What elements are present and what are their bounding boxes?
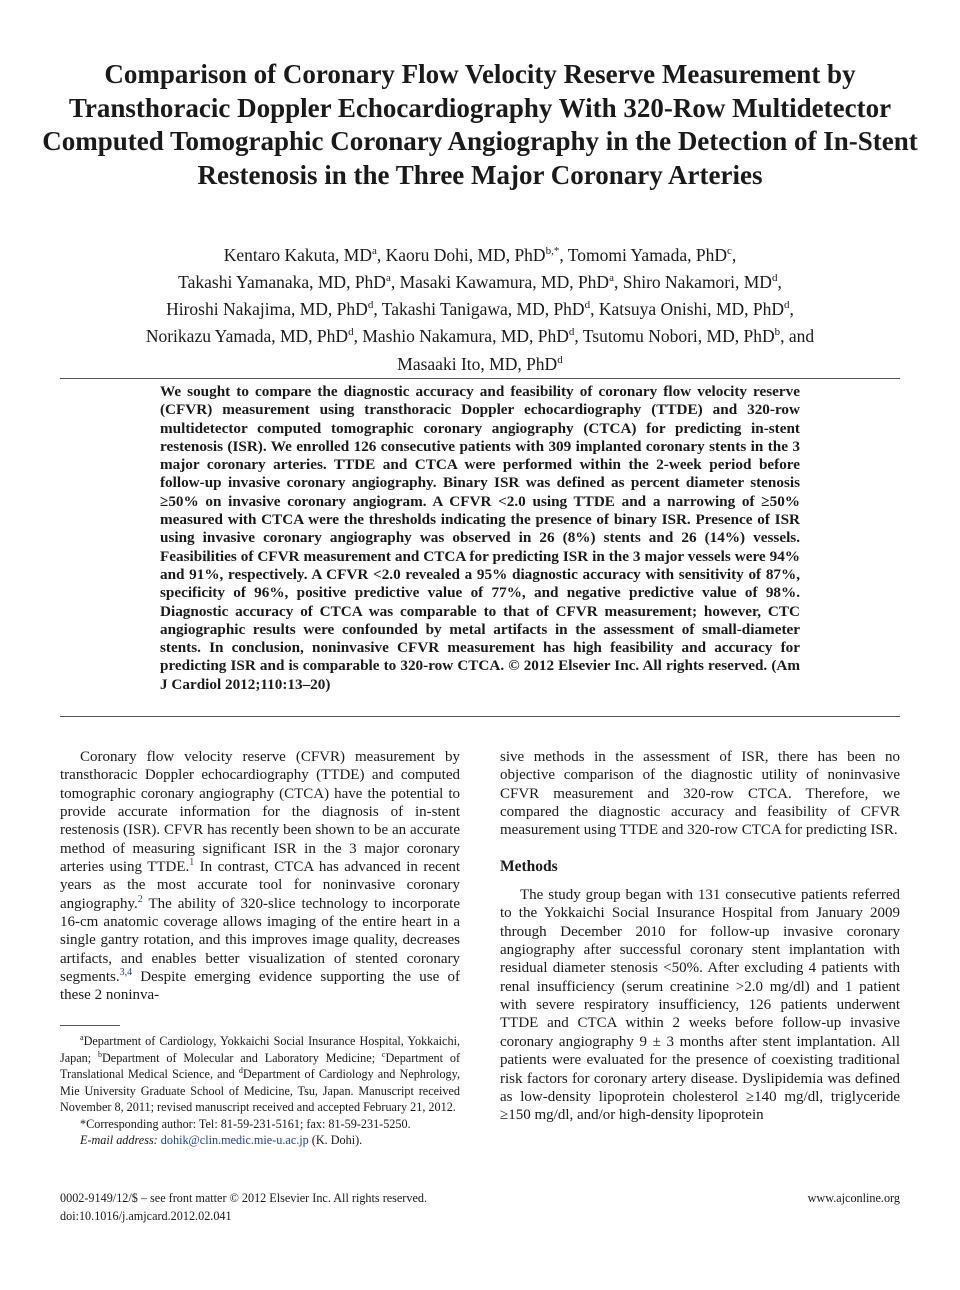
abstract-top-rule <box>60 378 900 379</box>
author-affiliation-mark: a <box>372 245 377 257</box>
left-column <box>60 748 460 1005</box>
author-name: Takashi Tanigawa, MD, PhD <box>381 299 585 320</box>
corresponding-author: *Corresponding author: Tel: 81-59-231-5161; fax: 81-59-231-5250. <box>80 1116 411 1131</box>
issn-line: 0002-9149/12/$ – see front matter © 2012 Elsevier Inc. All rights reserved. <box>60 1191 428 1205</box>
author-name: Mashio Nakamura, MD, PhD <box>362 326 569 347</box>
author-affiliation-mark: c <box>726 245 732 257</box>
author-name: Masaaki Ito, MD, PhD <box>397 353 558 374</box>
author-list: Kentaro Kakuta, $MD^a$, Kaoru Dohi, MD, PhD$^{b,*}$, Tomomi Yamada, PhD$^c$, Takashi Yamanaka, MD, PhD$^a$, Masaki Kawamura, MD, PhD$^a$, Shiro Nakamori, $MD^d$, Hiroshi Nakajima, MD, PhD$^d$, Takashi Tanigawa, MD, PhD$^d$, Katsuya Onishi, MD, PhD$^d$, Norikazu Yamada, MD, PhD$^d$, Mashio Nakamura, MD, PhD$^d$, Tsutomu Nobori, MD, PhD$^b$, and Masaaki Ito, MD, PhD$^d$ <box>145 244 815 374</box>
author-affiliation-mark: a <box>385 272 391 285</box>
section-heading-methods: Methods <box>500 857 558 875</box>
email-line: E-mail address: dohik@clin.medic.mie-u.ac.jp (K. Dohi). <box>80 1133 363 1147</box>
article-title: Comparison of Coronary Flow Velocity Reserve Measurement by Transthoracic Doppler Echocardiography With 320-Row Multidetector Computed Tomographic Coronary Angiography in the Detection of In-Stent Restenosis in the Three Major Coronary Arteries <box>42 59 918 190</box>
author-name: Kentaro Kakuta, MD <box>223 244 372 265</box>
author-affiliation-mark: b,* <box>545 245 560 257</box>
author-affiliation-mark: b <box>774 326 781 339</box>
author-name: Katsuya Onishi, MD, PhD <box>598 299 785 320</box>
intro-paragraph: Coronary flow velocity reserve (CFVR) measurement by transthoracic Doppler echocardiography (TTDE) and computed tomographic coronary angiography (CTCA) have the potential to provide accurate information for the diagnosis of in-stent restenosis (ISR). CFVR has recently been shown to be an accurate method of measuring significant ISR in the 3 major coronary arteries using TTDE.$^1$ In contrast, CTCA has advanced in recent years as the most accurate tool for noninvasive coronary angiography.$^2$ The ability of 320-slice technology to incorporate 16-cm anatomic coverage allows imaging of the entire heart in a single gantry rotation, and this improves image quality, decreases artifacts, and enables better visualization of stented coronary segments.$^{3,4}$ Despite emerging evidence supporting the use of these 2 noninva- <box>60 749 460 1004</box>
author-affiliation-mark: a <box>609 272 614 285</box>
author-name: Tomomi Yamada, PhD <box>567 244 727 265</box>
methods-paragraph: The study group began with 131 consecutive patients referred to the Yokkaichi Social Insurance Hospital from January 2009 through December 2010 for follow-up invasive coronary angiography after successful coronary stent implantation with residual diameter stenosis <50%. After excluding 4 patients with renal insufficiency (serum creatinine >2.0 mg/dl) and 1 patient with severe respiratory insufficiency, 126 patients underwent TTDE and CTCA within 2 weeks before follow-up invasive coronary angiography 9 ± 3 months after stent implantation. All patients were evaluated for the presence of coexisting traditional risk factors for coronary artery disease. Dyslipidemia was defined as low-density lipoprotein cholesterol ≥140 mg/dl, triglyceride ≥150 mg/dl, and/or high-density lipoprotein <box>500 887 900 1124</box>
footer-left <box>60 1190 427 1225</box>
author-affiliation-mark: d <box>584 299 591 312</box>
email-link[interactable]: dohik@clin.medic.mie-u.ac.jp <box>160 1133 309 1147</box>
author-affiliation-mark: d <box>568 326 575 339</box>
right-column <box>500 748 900 1125</box>
journal-url[interactable]: www.ajconline.org <box>807 1191 900 1205</box>
author-name: Masaki Kawamura, MD, PhD <box>399 271 610 292</box>
doi-line[interactable]: doi:10.1016/j.amjcard.2012.02.041 <box>60 1208 232 1223</box>
footnote-rule <box>60 1025 120 1026</box>
author-name: Kaoru Dohi, MD, PhD <box>385 244 546 265</box>
reference-link[interactable]: 1 <box>189 857 195 869</box>
author-affiliation-mark: d <box>557 353 563 366</box>
abstract-bottom-rule <box>60 716 900 717</box>
author-affiliation-mark: d <box>771 272 778 285</box>
author-name: Hiroshi Nakajima, MD, PhD <box>166 299 368 320</box>
author-name: Shiro Nakamori, MD <box>622 271 772 292</box>
author-name: Norikazu Yamada, MD, PhD <box>145 326 349 347</box>
author-name: Tsutomu Nobori, MD, PhD <box>582 326 775 347</box>
intro-continuation: sive methods in the assessment of ISR, there has been no objective comparison of the diagnostic utility of noninvasive CFVR measurement and 320-row CTCA. Therefore, we compared the diagnostic accuracy and feasibility of CFVR measurement using TTDE and 320-row CTCA for predicting ISR. <box>500 749 900 839</box>
abstract: We sought to compare the diagnostic accuracy and feasibility of coronary flow velocity reserve (CFVR) measurement using transthoracic Doppler echocardiography (TTDE) and 320-row multidetector computed tomographic coronary angiography (CTCA) for predicting in-stent restenosis (ISR). We enrolled 126 consecutive patients with 309 implanted coronary stents in the 3 major coronary arteries. TTDE and CTCA were performed within the 2-week period before follow-up invasive coronary angiography. Binary ISR was defined as percent diameter stenosis ≥50% on invasive coronary angiogram. A CFVR <2.0 using TTDE and a narrowing of ≥50% measured with CTCA were the thresholds indicating the presence of binary ISR. Presence of ISR using invasive coronary angiography was observed in 26 (8%) stents and 26 (14%) vessels. Feasibilities of CFVR measurement and CTCA for predicting ISR in the 3 major vessels were 94% and 91%, respectively. A CFVR <2.0 revealed a 95% diagnostic accuracy with sensitivity of 87%, specificity of 96%, positive predictive value of 77%, and negative predictive value of 98%. Diagnostic accuracy of CTCA was comparable to that of CFVR measurement; however, CTC angiographic results were confounded by metal artifacts in the assessment of small-diameter stents. In conclusion, noninvasive CFVR measurement has high feasibility and accuracy for predicting ISR and is comparable to 320-row CTCA. © 2012 Elsevier Inc. All rights reserved. (Am J Cardiol 2012;110:13–20) <box>160 383 800 693</box>
footnotes <box>60 1033 460 1149</box>
author-affiliation-mark: d <box>348 326 354 339</box>
affiliations: $^a$Department of Cardiology, Yokkaichi Social Insurance Hospital, Yokkaichi, Japan; $^b$Department of Molecular and Laboratory Medicine; $^c$Department of Translational Medical Science, and $^d$Department of Cardiology and Nephrology, Mie University Graduate School of Medicine, Tsu, Japan. Manuscript received November 8, 2011; revised manuscript received and accepted February 21, 2012. <box>60 1032 461 1114</box>
reference-link[interactable]: 2 <box>137 893 143 905</box>
author-affiliation-mark: d <box>367 299 374 312</box>
reference-link[interactable]: 3,4 <box>119 967 133 979</box>
author-name: Takashi Yamanaka, MD, PhD <box>178 271 386 292</box>
author-affiliation-mark: d <box>784 299 790 312</box>
